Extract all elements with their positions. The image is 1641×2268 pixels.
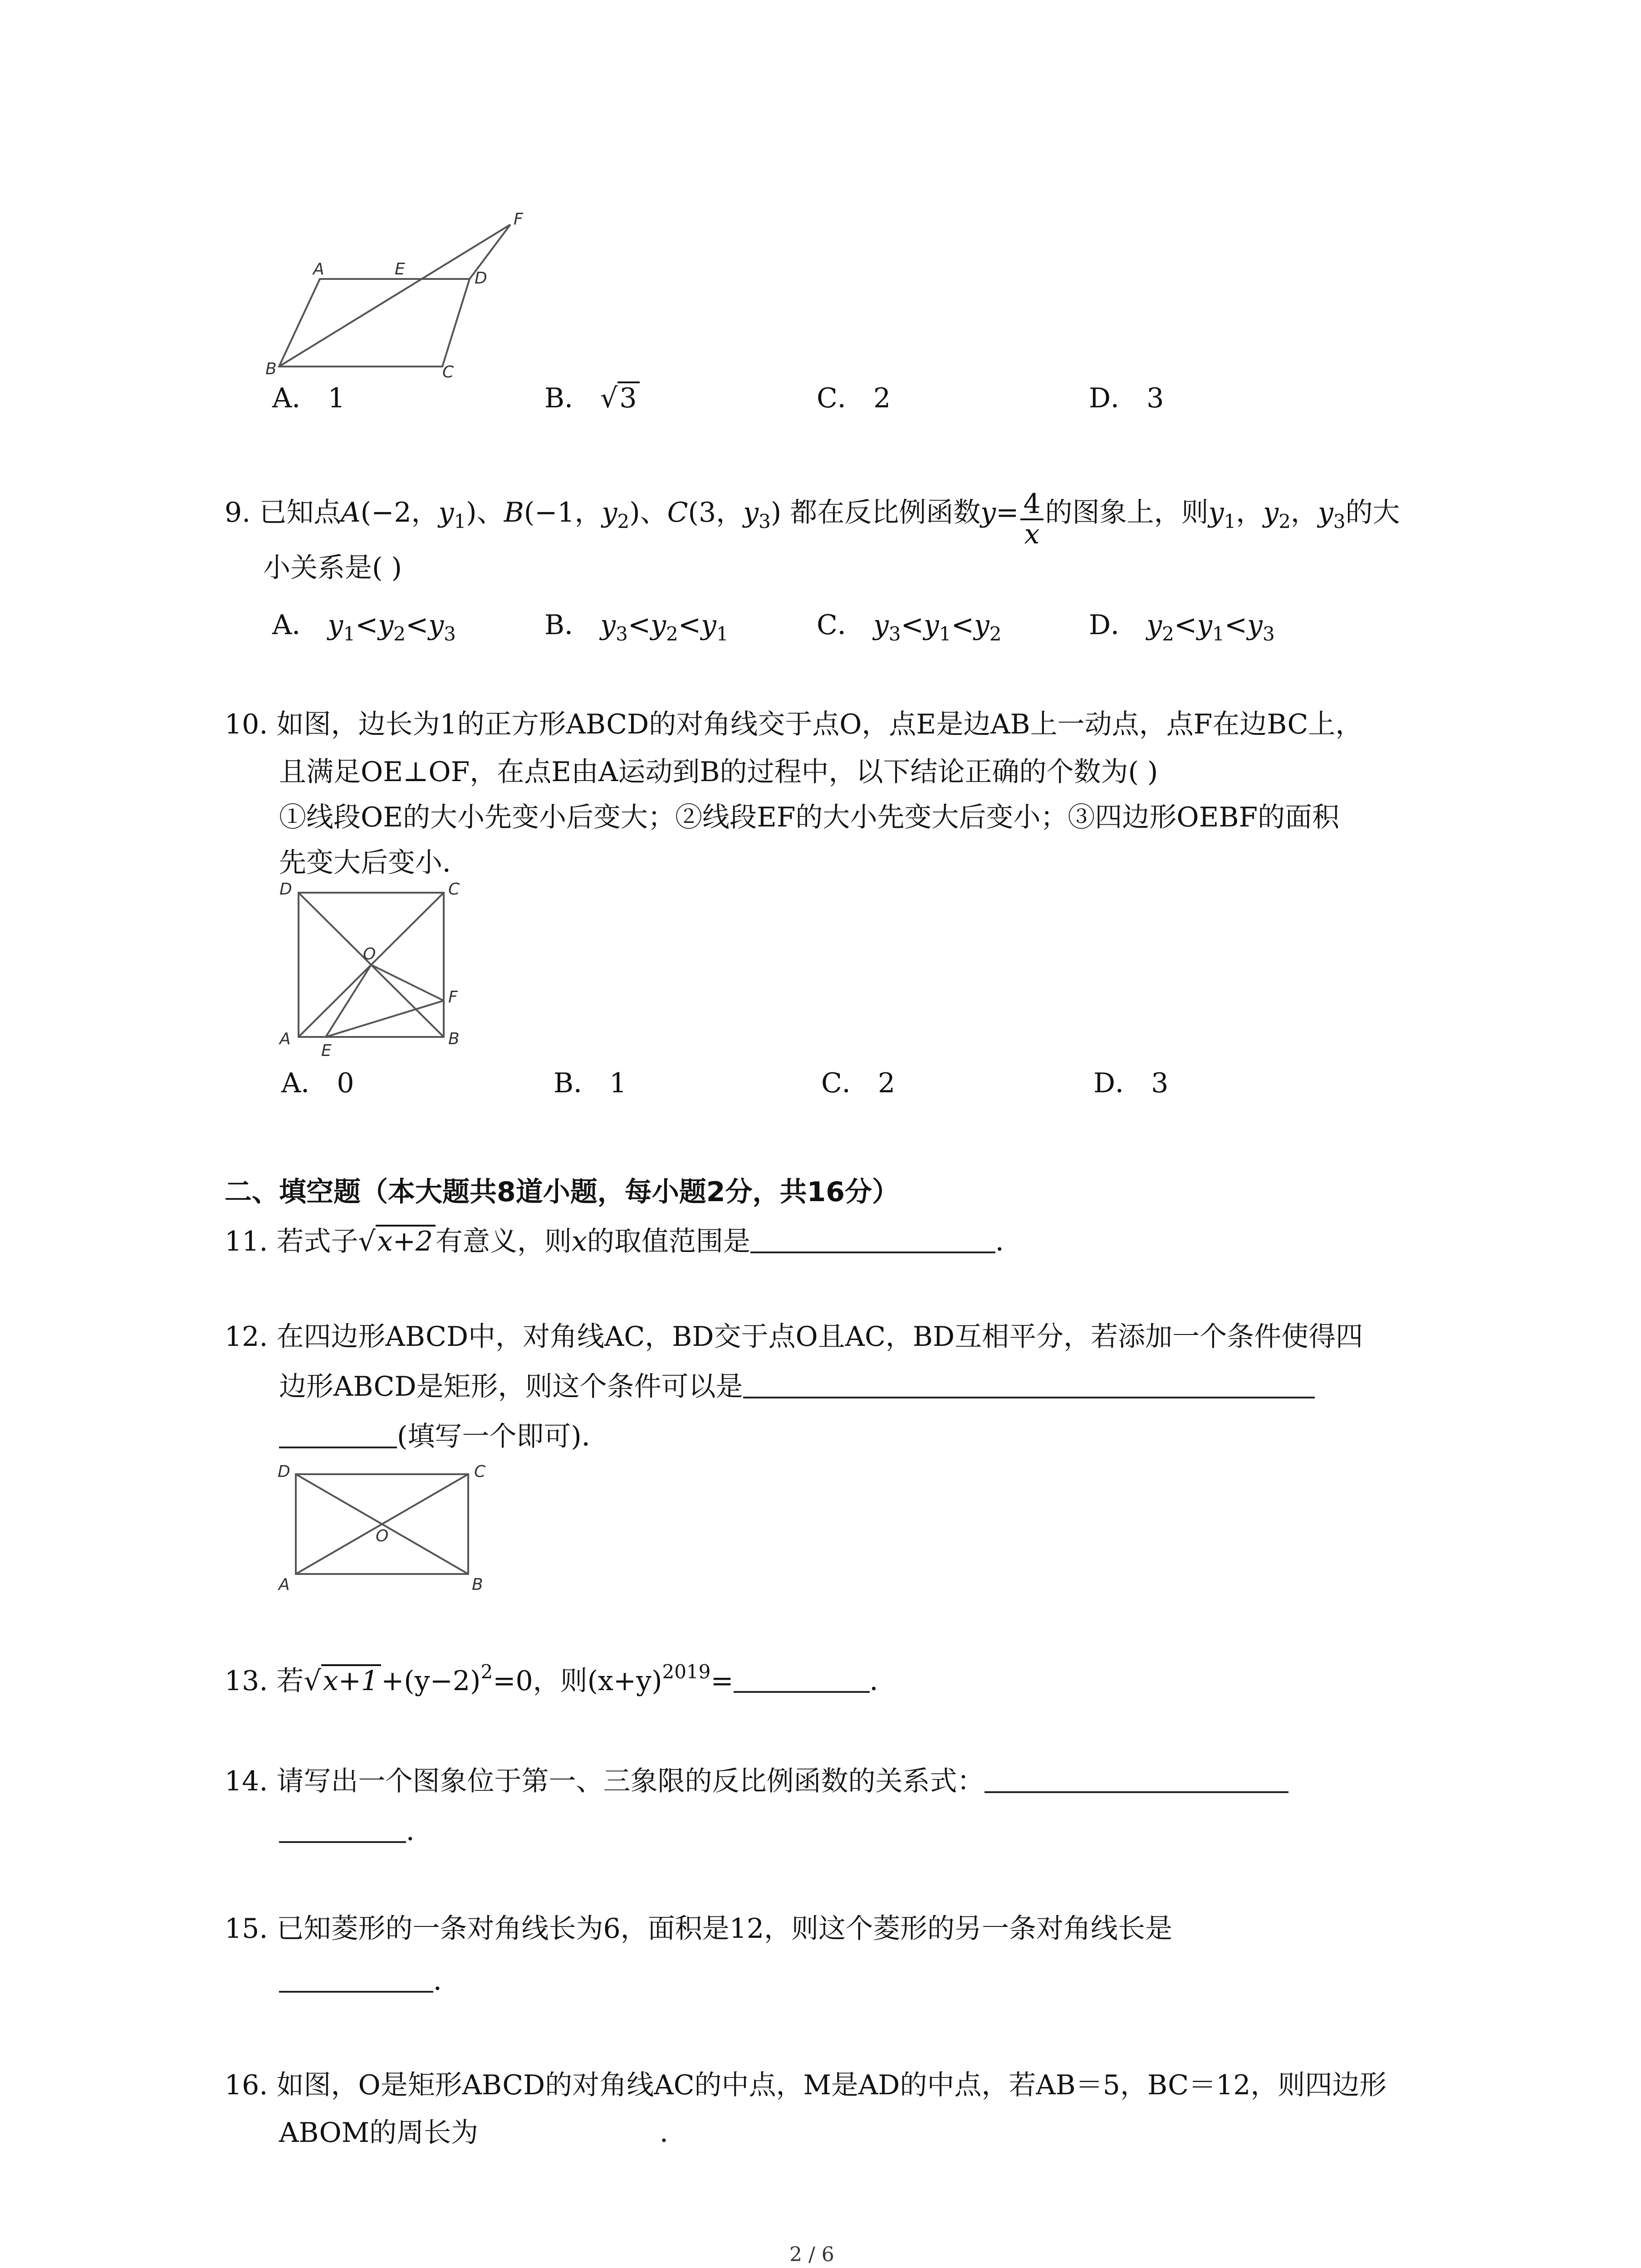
answer-blank[interactable] <box>734 1671 870 1693</box>
page-number: 2 / 6 <box>789 2243 834 2266</box>
var-y: y <box>974 609 989 641</box>
q12-label-d: D <box>278 1462 290 1481</box>
var-y: y <box>1318 497 1333 528</box>
q12-line2 <box>279 1370 1315 1404</box>
q10-label-b: B <box>448 1030 460 1048</box>
question-number: 13. <box>225 1665 268 1697</box>
less-than: < <box>901 609 924 641</box>
q8-label-a: A <box>313 260 324 279</box>
option-value: 2 <box>878 1067 896 1099</box>
less-than: < <box>1224 609 1248 641</box>
subscript: 1 <box>939 623 951 645</box>
q9-line2: 小关系是( ) <box>263 552 402 584</box>
subscript: 2 <box>1279 510 1291 533</box>
point-c: C <box>667 497 688 528</box>
var-y: y <box>873 609 889 641</box>
q15-text: 已知菱形的一条对角线长为6，面积是12，则这个菱形的另一条对角线长是 <box>276 1913 1173 1945</box>
less-than: < <box>355 609 378 641</box>
option-value: 3 <box>617 381 639 413</box>
subscript: 3 <box>888 623 901 645</box>
q11-text: 有意义，则 <box>436 1226 572 1257</box>
subscript: 2 <box>617 510 630 533</box>
subscript: 3 <box>1262 623 1275 645</box>
option-letter: A． <box>272 382 319 414</box>
q14-line1 <box>225 1765 1288 1799</box>
question-number: 16. <box>225 2069 268 2101</box>
answer-blank[interactable] <box>750 1232 995 1253</box>
var-y: y <box>743 497 759 528</box>
q9-sep: )、 <box>629 497 667 528</box>
q12-text: 在四边形ABCD中，对角线AC，BD交于点O且AC，BD互相平分，若添加一个条件使得四 <box>276 1321 1363 1353</box>
q8-option-c <box>817 376 891 415</box>
q13-text: 若 <box>276 1665 304 1697</box>
option-letter: B． <box>554 1067 601 1099</box>
point-a: A <box>341 497 361 528</box>
var-y: y <box>1197 609 1213 641</box>
exponent: 2019 <box>662 1661 711 1683</box>
var-y: y <box>378 609 394 641</box>
less-than: < <box>951 609 974 641</box>
option-letter: D． <box>1089 609 1138 641</box>
q10-line3: ①线段OE的大小先变小后变大；②线段EF的大小先变大后变小；③四边形OEBF的面积 <box>279 802 1340 833</box>
q9-line1: 9. 已知点A(−2，$y_1$)、B(−1，$y_2$)、C(3，$y_3$) 都在反比例函数y= $\frac{4}{x}$ 的图象上，则$y_1$，$y_2$，$y_3$的大 <box>225 488 1400 550</box>
option-value: 3 <box>1151 1067 1169 1099</box>
option-value: 1 <box>609 1067 627 1099</box>
q10-label-c: C <box>448 880 460 899</box>
var-y: y <box>1247 609 1263 641</box>
q8-label-b: B <box>265 360 277 378</box>
q9-option-d <box>1089 603 1275 645</box>
frac-denominator: x <box>1024 518 1040 550</box>
option-value: 3 <box>1146 382 1164 414</box>
less-than: < <box>405 609 429 641</box>
q9-option-c <box>817 603 1001 645</box>
equals: = <box>996 497 1019 528</box>
q10-label-f: F <box>448 988 458 1007</box>
q12-label-a: A <box>279 1575 290 1594</box>
q12-label-c: C <box>474 1462 486 1481</box>
q12-label-b: B <box>472 1575 483 1594</box>
q10-label-d: D <box>279 880 292 899</box>
q16-text: 如图，O是矩形ABCD的对角线AC的中点，M是AD的中点，若AB＝5，BC＝12，则四边形 <box>276 2069 1387 2101</box>
q12-rectangle-figure <box>272 1461 508 1597</box>
q12-line1 <box>225 1320 1363 1354</box>
frac-numerator: 4 <box>1020 490 1043 520</box>
q9-text: 都在反比例函数 <box>790 497 981 528</box>
q10-line2: 且满足OE⊥OF，在点E由A运动到B的过程中，以下结论正确的个数为( ) <box>279 756 1158 788</box>
answer-blank[interactable] <box>743 1377 1315 1398</box>
q9-sep: )、 <box>466 497 504 528</box>
subscript: 3 <box>1333 510 1346 533</box>
less-than: < <box>627 609 651 641</box>
subscript: 3 <box>444 623 456 645</box>
subscript: 1 <box>343 623 356 645</box>
answer-blank[interactable] <box>985 1771 1288 1793</box>
option-letter: B． <box>544 382 592 414</box>
less-than: < <box>678 609 701 641</box>
subscript: 1 <box>1212 623 1225 645</box>
q12-label-o: O <box>376 1527 389 1545</box>
q10-option-d <box>1093 1061 1168 1100</box>
var-y: y <box>923 609 939 641</box>
subscript: 3 <box>616 623 628 645</box>
q10-line1 <box>225 708 1362 742</box>
var-y: y <box>602 497 617 528</box>
option-letter: A． <box>281 1067 328 1099</box>
option-letter: C． <box>821 1067 869 1099</box>
option-letter: B． <box>544 609 592 641</box>
q8-label-c: C <box>442 363 454 381</box>
q9-coord: (−1， <box>524 497 602 528</box>
period: ． <box>406 1815 433 1847</box>
var-y: y <box>1146 609 1162 641</box>
equals: = <box>710 1665 734 1697</box>
q16-text: ABOM的周长为 <box>279 2117 479 2149</box>
q8-option-b <box>544 376 640 415</box>
q8-parallelogram-figure <box>254 200 535 381</box>
question-number: 11. <box>225 1226 268 1257</box>
q13-text: =0，则(x+y) <box>493 1665 662 1697</box>
q14-text: 请写出一个图象位于第一、三象限的反比例函数的关系式： <box>276 1765 985 1797</box>
var-y: y <box>328 609 343 641</box>
var-y: y <box>701 609 716 641</box>
subscript: 2 <box>666 623 678 645</box>
option-letter: C． <box>817 382 865 414</box>
var-y: y <box>428 609 444 641</box>
answer-blank-cont[interactable] <box>279 1821 406 1843</box>
var-y: y <box>438 497 454 528</box>
q10-label-o: O <box>363 945 376 963</box>
q12-line3 <box>279 1420 609 1454</box>
answer-blank[interactable] <box>279 1971 433 1993</box>
q15-line1 <box>225 1912 1172 1946</box>
q9-text: 已知点 <box>259 497 341 528</box>
q10-line4: 先变大后变小． <box>279 847 470 879</box>
option-value: 2 <box>873 382 891 414</box>
sqrt-symbol: √x+2 <box>358 1225 436 1259</box>
q9-option-b <box>544 603 729 645</box>
less-than: < <box>1174 609 1197 641</box>
q8-option-d <box>1089 376 1164 415</box>
q9-coord: (−2， <box>360 497 439 528</box>
q16-line2 <box>279 2116 687 2150</box>
answer-blank-cont[interactable] <box>279 1427 397 1448</box>
q9-coord: (3， <box>688 497 744 528</box>
q15-line2 <box>279 1964 460 1998</box>
q8-label-d: D <box>475 269 487 288</box>
option-letter: A． <box>272 609 319 641</box>
var-y: y <box>651 609 666 641</box>
subscript: 1 <box>454 510 466 533</box>
q10-text: 如图，边长为1的正方形ABCD的对角线交于点O，点E是边AB上一动点，点F在边BC上， <box>276 709 1363 740</box>
var-x: x <box>572 1226 587 1257</box>
sqrt-symbol: √x+1 <box>304 1664 382 1698</box>
option-letter: C． <box>817 609 865 641</box>
subscript: 1 <box>1224 510 1236 533</box>
q13-text: +(y−2) <box>381 1665 481 1697</box>
question-number: 15. <box>225 1913 268 1945</box>
subscript: 3 <box>759 510 771 533</box>
q12-text: 边形ABCD是矩形，则这个条件可以是 <box>279 1371 743 1403</box>
q16-line1 <box>225 2068 1386 2102</box>
question-number: 10. <box>225 709 268 740</box>
q9-text: 的图象上，则 <box>1045 497 1209 528</box>
sqrt-symbol: √3 <box>600 381 639 414</box>
q11-text: 若式子 <box>276 1226 358 1257</box>
radicand: x+2 <box>376 1225 436 1256</box>
q13-line <box>225 1660 897 1698</box>
q12-text: (填写一个即可)． <box>397 1421 609 1452</box>
section-heading: 二、填空题（本大题共8道小题，每小题2分，共16分） <box>225 1176 899 1208</box>
option-letter: D． <box>1093 1067 1143 1099</box>
q10-option-a <box>281 1061 354 1100</box>
q14-line2 <box>279 1814 433 1848</box>
subscript: 2 <box>393 623 406 645</box>
q10-option-b <box>554 1061 627 1100</box>
subscript: 1 <box>716 623 729 645</box>
var-y: y <box>980 497 996 528</box>
subscript: 2 <box>1162 623 1174 645</box>
q10-square-figure <box>268 880 481 1061</box>
point-b: B <box>504 497 524 528</box>
subscript: 2 <box>989 623 1002 645</box>
question-number: 14. <box>225 1765 268 1797</box>
question-number: 12. <box>225 1321 268 1353</box>
fraction-4-over-x <box>1020 490 1043 549</box>
exponent: 2 <box>480 1661 493 1683</box>
radicand: x+1 <box>321 1664 381 1696</box>
option-value: 1 <box>328 382 345 414</box>
var-y: y <box>600 609 616 641</box>
q10-label-e: E <box>321 1041 332 1060</box>
option-letter: D． <box>1089 382 1138 414</box>
var-y: y <box>1263 497 1279 528</box>
q9-option-a <box>272 603 456 645</box>
q10-label-a: A <box>279 1030 291 1048</box>
period: ． <box>995 1226 1023 1257</box>
q9-sep: ) <box>770 497 782 528</box>
period: ． <box>869 1665 897 1697</box>
period: ． <box>660 2117 687 2149</box>
q8-option-a <box>272 376 345 415</box>
question-number: 9. <box>225 497 251 528</box>
q10-option-c <box>821 1061 895 1100</box>
q11-text: 的取值范围是 <box>587 1226 750 1257</box>
q8-label-f: F <box>514 210 523 229</box>
q8-label-e: E <box>395 260 405 279</box>
period: ． <box>433 1965 460 1997</box>
q11-line <box>225 1225 1023 1259</box>
var-y: y <box>1208 497 1224 528</box>
q9-text: 的大 <box>1345 497 1400 528</box>
option-value: 0 <box>337 1067 354 1099</box>
